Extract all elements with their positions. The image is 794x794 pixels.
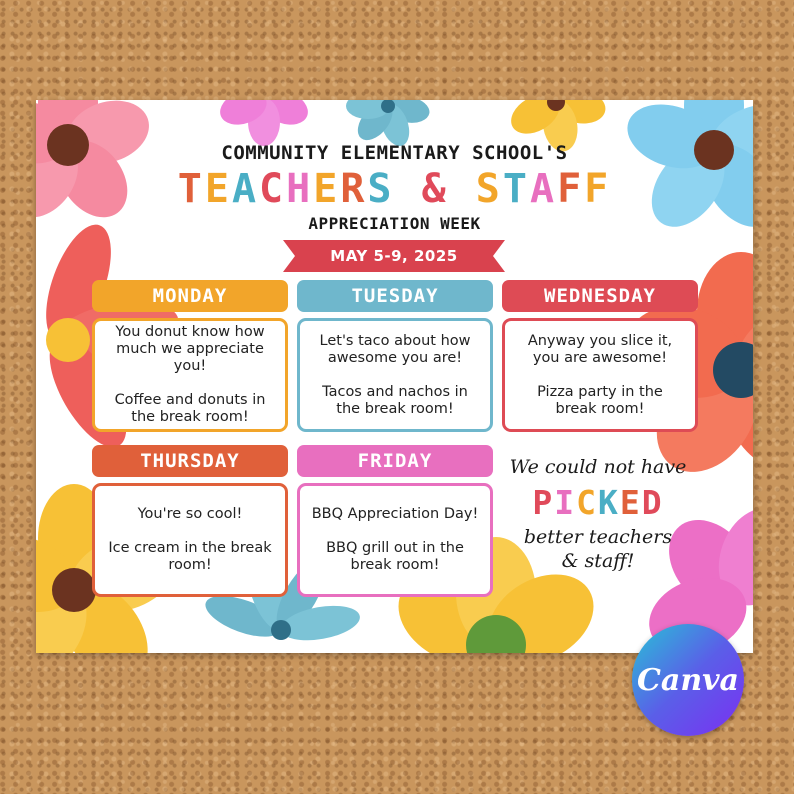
- picked-letter: E: [619, 483, 642, 522]
- pink-small-flower-icon: [215, 100, 312, 146]
- day-label-tuesday: TUESDAY: [297, 280, 493, 312]
- appreciation-week-poster: [36, 100, 753, 653]
- date-ribbon: [283, 240, 505, 272]
- school-name: COMMUNITY ELEMENTARY SCHOOL'S: [221, 142, 568, 164]
- day-activity: Tacos and nachos in the break room!: [322, 383, 468, 417]
- page-subtitle: APPRECIATION WEEK: [308, 214, 481, 233]
- picked-letter: C: [576, 483, 598, 522]
- day-message: You donut know how much we appreciate you!: [115, 324, 265, 374]
- day-activity: BBQ grill out in the break room!: [326, 540, 464, 573]
- closing-line-3: better teachers: [523, 526, 673, 548]
- title-letter: A: [231, 166, 260, 212]
- day-card-monday: [92, 318, 288, 432]
- day-wednesday: [502, 280, 698, 432]
- day-monday: [92, 280, 288, 432]
- title-letter: A: [529, 166, 558, 212]
- canva-logo-badge: [632, 624, 744, 736]
- day-label-monday: MONDAY: [92, 280, 288, 312]
- title-letter: S: [475, 166, 503, 212]
- day-tuesday: [297, 280, 493, 432]
- picked-letter: P: [532, 483, 555, 522]
- closing-picked-word: [498, 483, 698, 523]
- closing-message: [498, 455, 698, 573]
- canva-logo-text: Canva: [637, 662, 739, 698]
- day-friday: [297, 445, 493, 597]
- event-date: MAY 5-9, 2025: [330, 247, 458, 265]
- title-letter: F: [584, 166, 612, 212]
- title-letter: [449, 166, 476, 212]
- day-card-tuesday: [297, 318, 493, 432]
- title-letter: F: [557, 166, 585, 212]
- day-message: Anyway you slice it, you are awesome!: [527, 332, 673, 366]
- title-letter: [395, 166, 422, 212]
- day-label-wednesday: WEDNESDAY: [502, 280, 698, 312]
- page-title: [36, 166, 753, 212]
- title-letter: S: [367, 166, 395, 212]
- picked-letter: D: [641, 483, 664, 522]
- title-letter: E: [204, 166, 232, 212]
- title-letter: C: [259, 166, 287, 212]
- title-letter: &: [421, 166, 449, 212]
- day-message: You're so cool!: [137, 506, 243, 522]
- picked-letter: K: [598, 483, 620, 522]
- day-activity: Coffee and donuts in the break room!: [114, 392, 266, 425]
- day-message: Let's taco about how awesome you are!: [319, 332, 471, 366]
- day-card-friday: [297, 483, 493, 597]
- title-letter: H: [286, 166, 314, 212]
- closing-line-1: We could not have: [509, 456, 687, 478]
- title-letter: T: [502, 166, 530, 212]
- day-message: BBQ Appreciation Day!: [311, 506, 479, 522]
- day-activity: Ice cream in the break room!: [108, 540, 272, 573]
- day-activity: Pizza party in the break room!: [537, 383, 663, 417]
- title-letter: E: [313, 166, 341, 212]
- closing-line-4: & staff!: [561, 550, 635, 572]
- day-label-thursday: THURSDAY: [92, 445, 288, 477]
- day-card-thursday: [92, 483, 288, 597]
- day-thursday: [92, 445, 288, 597]
- title-letter: T: [177, 166, 205, 212]
- picked-letter: I: [554, 483, 577, 522]
- day-card-wednesday: [502, 318, 698, 432]
- title-letter: R: [340, 166, 368, 212]
- day-label-friday: FRIDAY: [297, 445, 493, 477]
